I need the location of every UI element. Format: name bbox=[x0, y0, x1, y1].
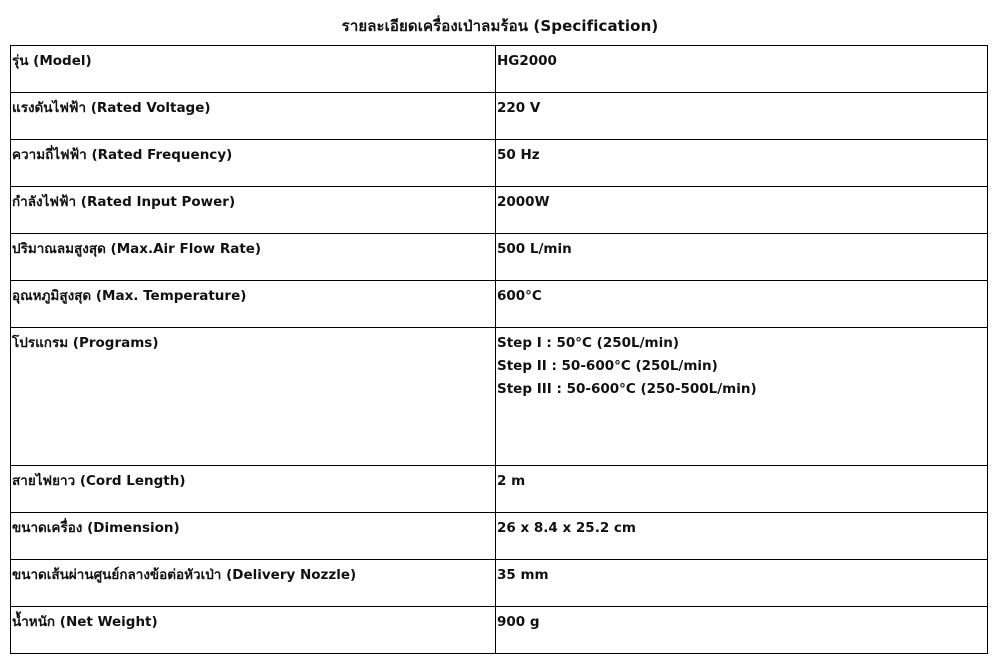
table-row-programs bbox=[11, 328, 988, 466]
spec-value: 220 V bbox=[496, 93, 988, 140]
table-row-rated-input-power bbox=[11, 187, 988, 234]
spec-value: 26 x 8.4 x 25.2 cm bbox=[496, 513, 988, 560]
spec-value: 35 mm bbox=[496, 560, 988, 607]
spec-label: ขนาดเครื่อง (Dimension) bbox=[11, 513, 496, 560]
program-step-1: Step I : 50°C (250L/min) bbox=[497, 335, 680, 351]
spec-label: ขนาดเส้นผ่านศูนย์กลางข้อต่อหัวเป่า (Delivery Nozzle) bbox=[11, 560, 496, 607]
spec-label: ความถี่ไฟฟ้า (Rated Frequency) bbox=[11, 140, 496, 187]
spec-value: 600°C bbox=[496, 281, 988, 328]
spec-value: 2000W bbox=[496, 187, 988, 234]
spec-value: HG2000 bbox=[496, 46, 988, 93]
page-title: รายละเอียดเครื่องเป่าลมร้อน (Specification) bbox=[341, 17, 659, 35]
table-row-rated-frequency bbox=[11, 140, 988, 187]
table-row-model bbox=[11, 46, 988, 93]
specification-table bbox=[10, 45, 988, 654]
table-row-cord-length bbox=[11, 466, 988, 513]
program-step-2: Step II : 50-600°C (250L/min) bbox=[497, 358, 718, 374]
spec-label: กำลังไฟฟ้า (Rated Input Power) bbox=[11, 187, 496, 234]
table-row-max-air-flow bbox=[11, 234, 988, 281]
spec-label: สายไฟยาว (Cord Length) bbox=[11, 466, 496, 513]
spec-value: 500 L/min bbox=[496, 234, 988, 281]
table-row-delivery-nozzle bbox=[11, 560, 988, 607]
spec-label: อุณหภูมิสูงสุด (Max. Temperature) bbox=[11, 281, 496, 328]
spec-value-list bbox=[496, 328, 988, 466]
spec-value: 50 Hz bbox=[496, 140, 988, 187]
table-row-max-temperature bbox=[11, 281, 988, 328]
spec-value: 2 m bbox=[496, 466, 988, 513]
table-row-net-weight bbox=[11, 607, 988, 654]
table-row-dimension bbox=[11, 513, 988, 560]
program-step-3: Step III : 50-600°C (250-500L/min) bbox=[497, 381, 757, 397]
table-row-rated-voltage bbox=[11, 93, 988, 140]
spec-value: 900 g bbox=[496, 607, 988, 654]
spec-label: รุ่น (Model) bbox=[11, 46, 496, 93]
spec-label: น้ำหนัก (Net Weight) bbox=[11, 607, 496, 654]
spec-label: ปริมาณลมสูงสุด (Max.Air Flow Rate) bbox=[11, 234, 496, 281]
spec-label: โปรแกรม (Programs) bbox=[11, 328, 496, 466]
spec-label: แรงดันไฟฟ้า (Rated Voltage) bbox=[11, 93, 496, 140]
